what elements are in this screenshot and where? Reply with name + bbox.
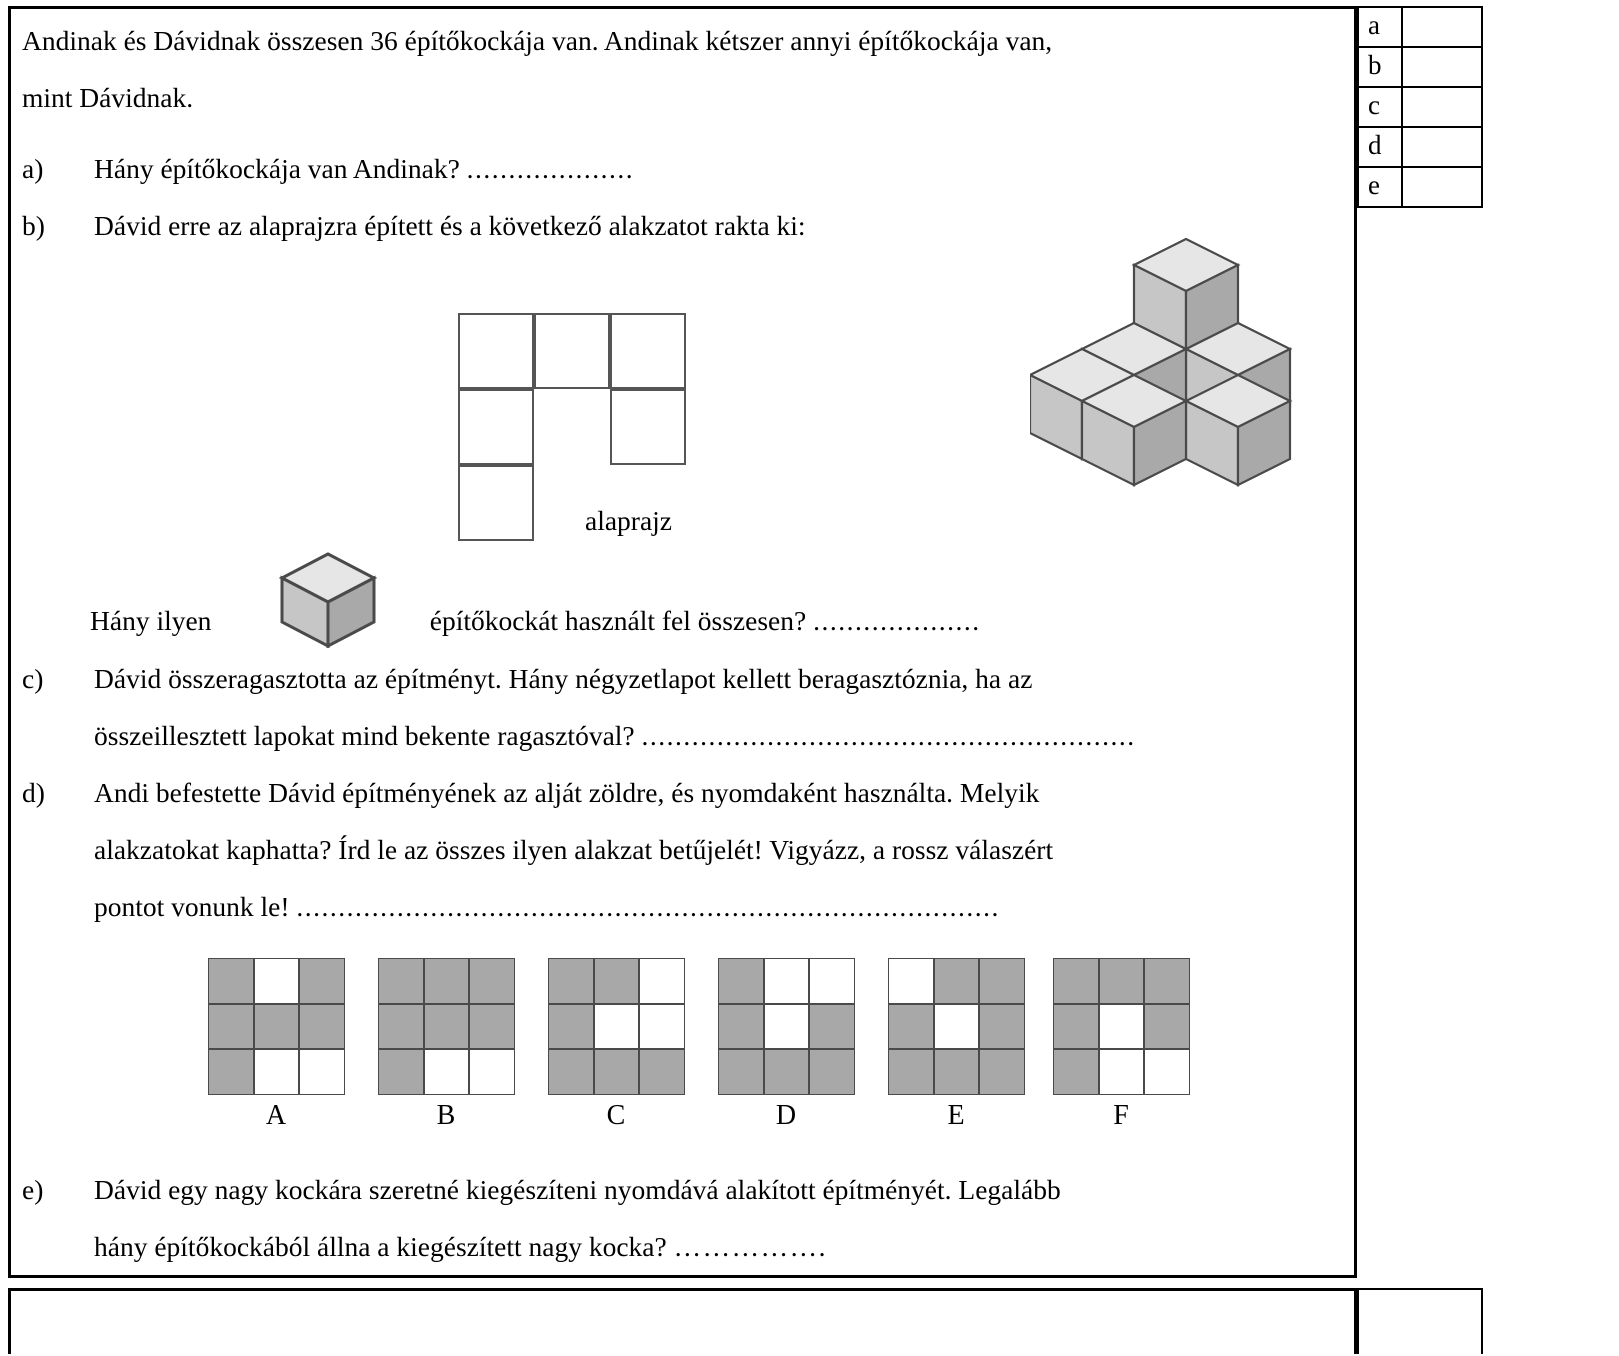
pattern-cell — [639, 958, 685, 1004]
item-d-line-2: alakzatokat kaphatta? Írd le az összes ilyen alakzat betűjelét! Vigyázz, a rossz válaszért — [94, 834, 1054, 865]
item-b-answer-blank[interactable]: .................... — [813, 605, 981, 636]
isometric-building-svg — [1030, 215, 1350, 525]
pattern-label: E — [947, 1100, 965, 1131]
pattern-cell — [548, 1004, 594, 1050]
item-d-answer-blank[interactable]: .................................................................................... — [296, 891, 1000, 922]
item-e — [22, 1161, 1327, 1275]
pattern-cell — [1053, 1004, 1099, 1050]
pattern-cell — [718, 1004, 764, 1050]
item-a-body — [94, 140, 1327, 197]
answer-table — [1357, 6, 1483, 208]
answer-table-row — [1358, 167, 1482, 207]
item-a-text: Hány építőkockája van Andinak? — [94, 153, 460, 184]
pattern-cell — [208, 1004, 254, 1050]
pattern-grid — [378, 958, 514, 1094]
item-e-line-2-wrap — [94, 1218, 1327, 1275]
pattern-grid — [1053, 958, 1189, 1094]
pattern-cell — [254, 958, 300, 1004]
pattern-label: D — [775, 1100, 797, 1131]
pattern-cell — [979, 1049, 1025, 1095]
item-d-marker: d) — [22, 777, 45, 808]
intro-paragraph — [22, 12, 1327, 126]
pattern-cell — [809, 1049, 855, 1095]
pattern-cell — [888, 958, 934, 1004]
pattern-cell — [809, 958, 855, 1004]
pattern-grid — [208, 958, 344, 1094]
pattern-grid — [888, 958, 1024, 1094]
pattern-cell — [208, 958, 254, 1004]
pattern-cell — [594, 958, 640, 1004]
pattern-cell — [254, 1004, 300, 1050]
pattern-cell — [594, 1049, 640, 1095]
item-b-marker: b) — [22, 210, 45, 241]
alaprajz-cell — [458, 465, 534, 541]
pattern-choice-d[interactable] — [718, 958, 854, 1131]
pattern-cell — [469, 1049, 515, 1095]
answer-row-letter-b: b — [1358, 47, 1402, 87]
pattern-cell — [1144, 1049, 1190, 1095]
alaprajz-cell — [458, 313, 534, 389]
answer-row-letter-e: e — [1358, 167, 1402, 207]
answer-row-letter-d: d — [1358, 127, 1402, 167]
pattern-choice-a[interactable] — [208, 958, 344, 1131]
pattern-cell — [1099, 958, 1145, 1004]
alaprajz-cell — [458, 389, 534, 465]
item-e-line-1: Dávid egy nagy kockára szeretné kiegészíteni nyomdává alakított építményét. Legalább — [94, 1174, 1061, 1205]
intro-line-2: mint Dávidnak. — [22, 82, 194, 113]
intro-line-1: Andinak és Dávidnak összesen 36 építőkockája van. Andinak kétszer annyi építőkockája van, — [22, 25, 1053, 56]
item-b-question-suffix: építőkockát használt fel összesen? — [429, 605, 807, 636]
item-c-line-2-wrap — [94, 707, 1327, 764]
item-c-marker: c) — [22, 663, 44, 694]
answer-row-score-b[interactable] — [1402, 47, 1482, 87]
pattern-grid — [718, 958, 854, 1094]
item-c-line-2: összeillesztett lapokat mind bekente ragasztóval? — [94, 720, 635, 751]
answer-row-letter-c: c — [1358, 87, 1402, 127]
alaprajz-cell — [610, 313, 686, 389]
pattern-cell — [208, 1049, 254, 1095]
item-a-marker: a) — [22, 153, 44, 184]
pattern-cell — [254, 1049, 300, 1095]
answer-row-score-e[interactable] — [1402, 167, 1482, 207]
item-d — [22, 764, 1327, 935]
answer-table-row — [1358, 47, 1482, 87]
pattern-choice-e[interactable] — [888, 958, 1024, 1131]
answer-row-score-d[interactable] — [1402, 127, 1482, 167]
item-b-text: Dávid erre az alaprajzra épített és a következő alakzatot rakta ki: — [94, 210, 806, 241]
alaprajz-label: alaprajz — [585, 505, 673, 536]
pattern-cell — [424, 958, 470, 1004]
pattern-cell — [1144, 1004, 1190, 1050]
pattern-cell — [979, 1004, 1025, 1050]
pattern-cell — [1099, 1004, 1145, 1050]
isometric-building-figure — [1030, 215, 1350, 530]
alaprajz-cell — [610, 389, 686, 465]
pattern-cell — [934, 958, 980, 1004]
item-d-line-3-wrap — [94, 878, 1327, 935]
pattern-cell — [299, 958, 345, 1004]
pattern-cell — [548, 1049, 594, 1095]
answer-row-letter-a: a — [1358, 7, 1402, 47]
pattern-cell — [809, 1004, 855, 1050]
pattern-label: B — [436, 1100, 456, 1131]
pattern-label: C — [606, 1100, 626, 1131]
pattern-cell — [424, 1049, 470, 1095]
item-c-answer-blank[interactable]: ........................................................... — [641, 720, 1136, 751]
pattern-cell — [639, 1049, 685, 1095]
pattern-cell — [718, 958, 764, 1004]
pattern-choice-c[interactable] — [548, 958, 684, 1131]
pattern-cell — [378, 1004, 424, 1050]
pattern-choice-b[interactable] — [378, 958, 514, 1131]
pattern-choice-f[interactable] — [1053, 958, 1189, 1131]
pattern-cell — [1144, 958, 1190, 1004]
pattern-cell — [718, 1049, 764, 1095]
answer-table-row — [1358, 87, 1482, 127]
pattern-cell — [1053, 1049, 1099, 1095]
pattern-cell — [764, 1049, 810, 1095]
pattern-cell — [764, 1004, 810, 1050]
item-c-line-1: Dávid összeragasztotta az építményt. Hány négyzetlapot kellett beragasztóznia, ha az — [94, 663, 1033, 694]
item-e-answer-blank[interactable]: ……………. — [673, 1231, 827, 1262]
pattern-cell — [979, 958, 1025, 1004]
item-c — [22, 650, 1327, 764]
item-e-marker: e) — [22, 1174, 44, 1205]
pattern-cell — [469, 1004, 515, 1050]
item-d-line-3: pontot vonunk le! — [94, 891, 290, 922]
pattern-grid — [548, 958, 684, 1094]
answer-table-row — [1358, 7, 1482, 47]
pattern-cell — [888, 1004, 934, 1050]
pattern-cell — [299, 1004, 345, 1050]
pattern-cell — [378, 958, 424, 1004]
item-e-line-2: hány építőkockából állna a kiegészített nagy kocka? — [94, 1231, 667, 1262]
pattern-cell — [378, 1049, 424, 1095]
pattern-cell — [764, 958, 810, 1004]
answer-row-score-a[interactable] — [1402, 7, 1482, 47]
item-d-line-1: Andi befestette Dávid építményének az alját zöldre, és nyomdaként használta. Melyik — [94, 777, 1040, 808]
next-exercise-box — [8, 1288, 1357, 1354]
answer-table-row — [1358, 127, 1482, 167]
item-a-answer-blank[interactable]: .................... — [466, 153, 635, 184]
pattern-cell — [1099, 1049, 1145, 1095]
answer-row-score-c[interactable] — [1402, 87, 1482, 127]
item-b-question — [90, 592, 1330, 649]
pattern-label: F — [1113, 1100, 1129, 1131]
pattern-choices — [208, 958, 1168, 1143]
pattern-cell — [1053, 958, 1099, 1004]
pattern-cell — [934, 1049, 980, 1095]
pattern-cell — [548, 958, 594, 1004]
pattern-label: A — [265, 1100, 287, 1131]
pattern-cell — [469, 958, 515, 1004]
item-b-question-prefix: Hány ilyen — [90, 605, 212, 636]
alaprajz-cell — [534, 313, 610, 389]
pattern-cell — [424, 1004, 470, 1050]
item-a — [22, 140, 1327, 197]
pattern-cell — [888, 1049, 934, 1095]
pattern-cell — [639, 1004, 685, 1050]
pattern-cell — [299, 1049, 345, 1095]
pattern-cell — [934, 1004, 980, 1050]
pattern-cell — [594, 1004, 640, 1050]
next-answer-box — [1357, 1288, 1483, 1354]
